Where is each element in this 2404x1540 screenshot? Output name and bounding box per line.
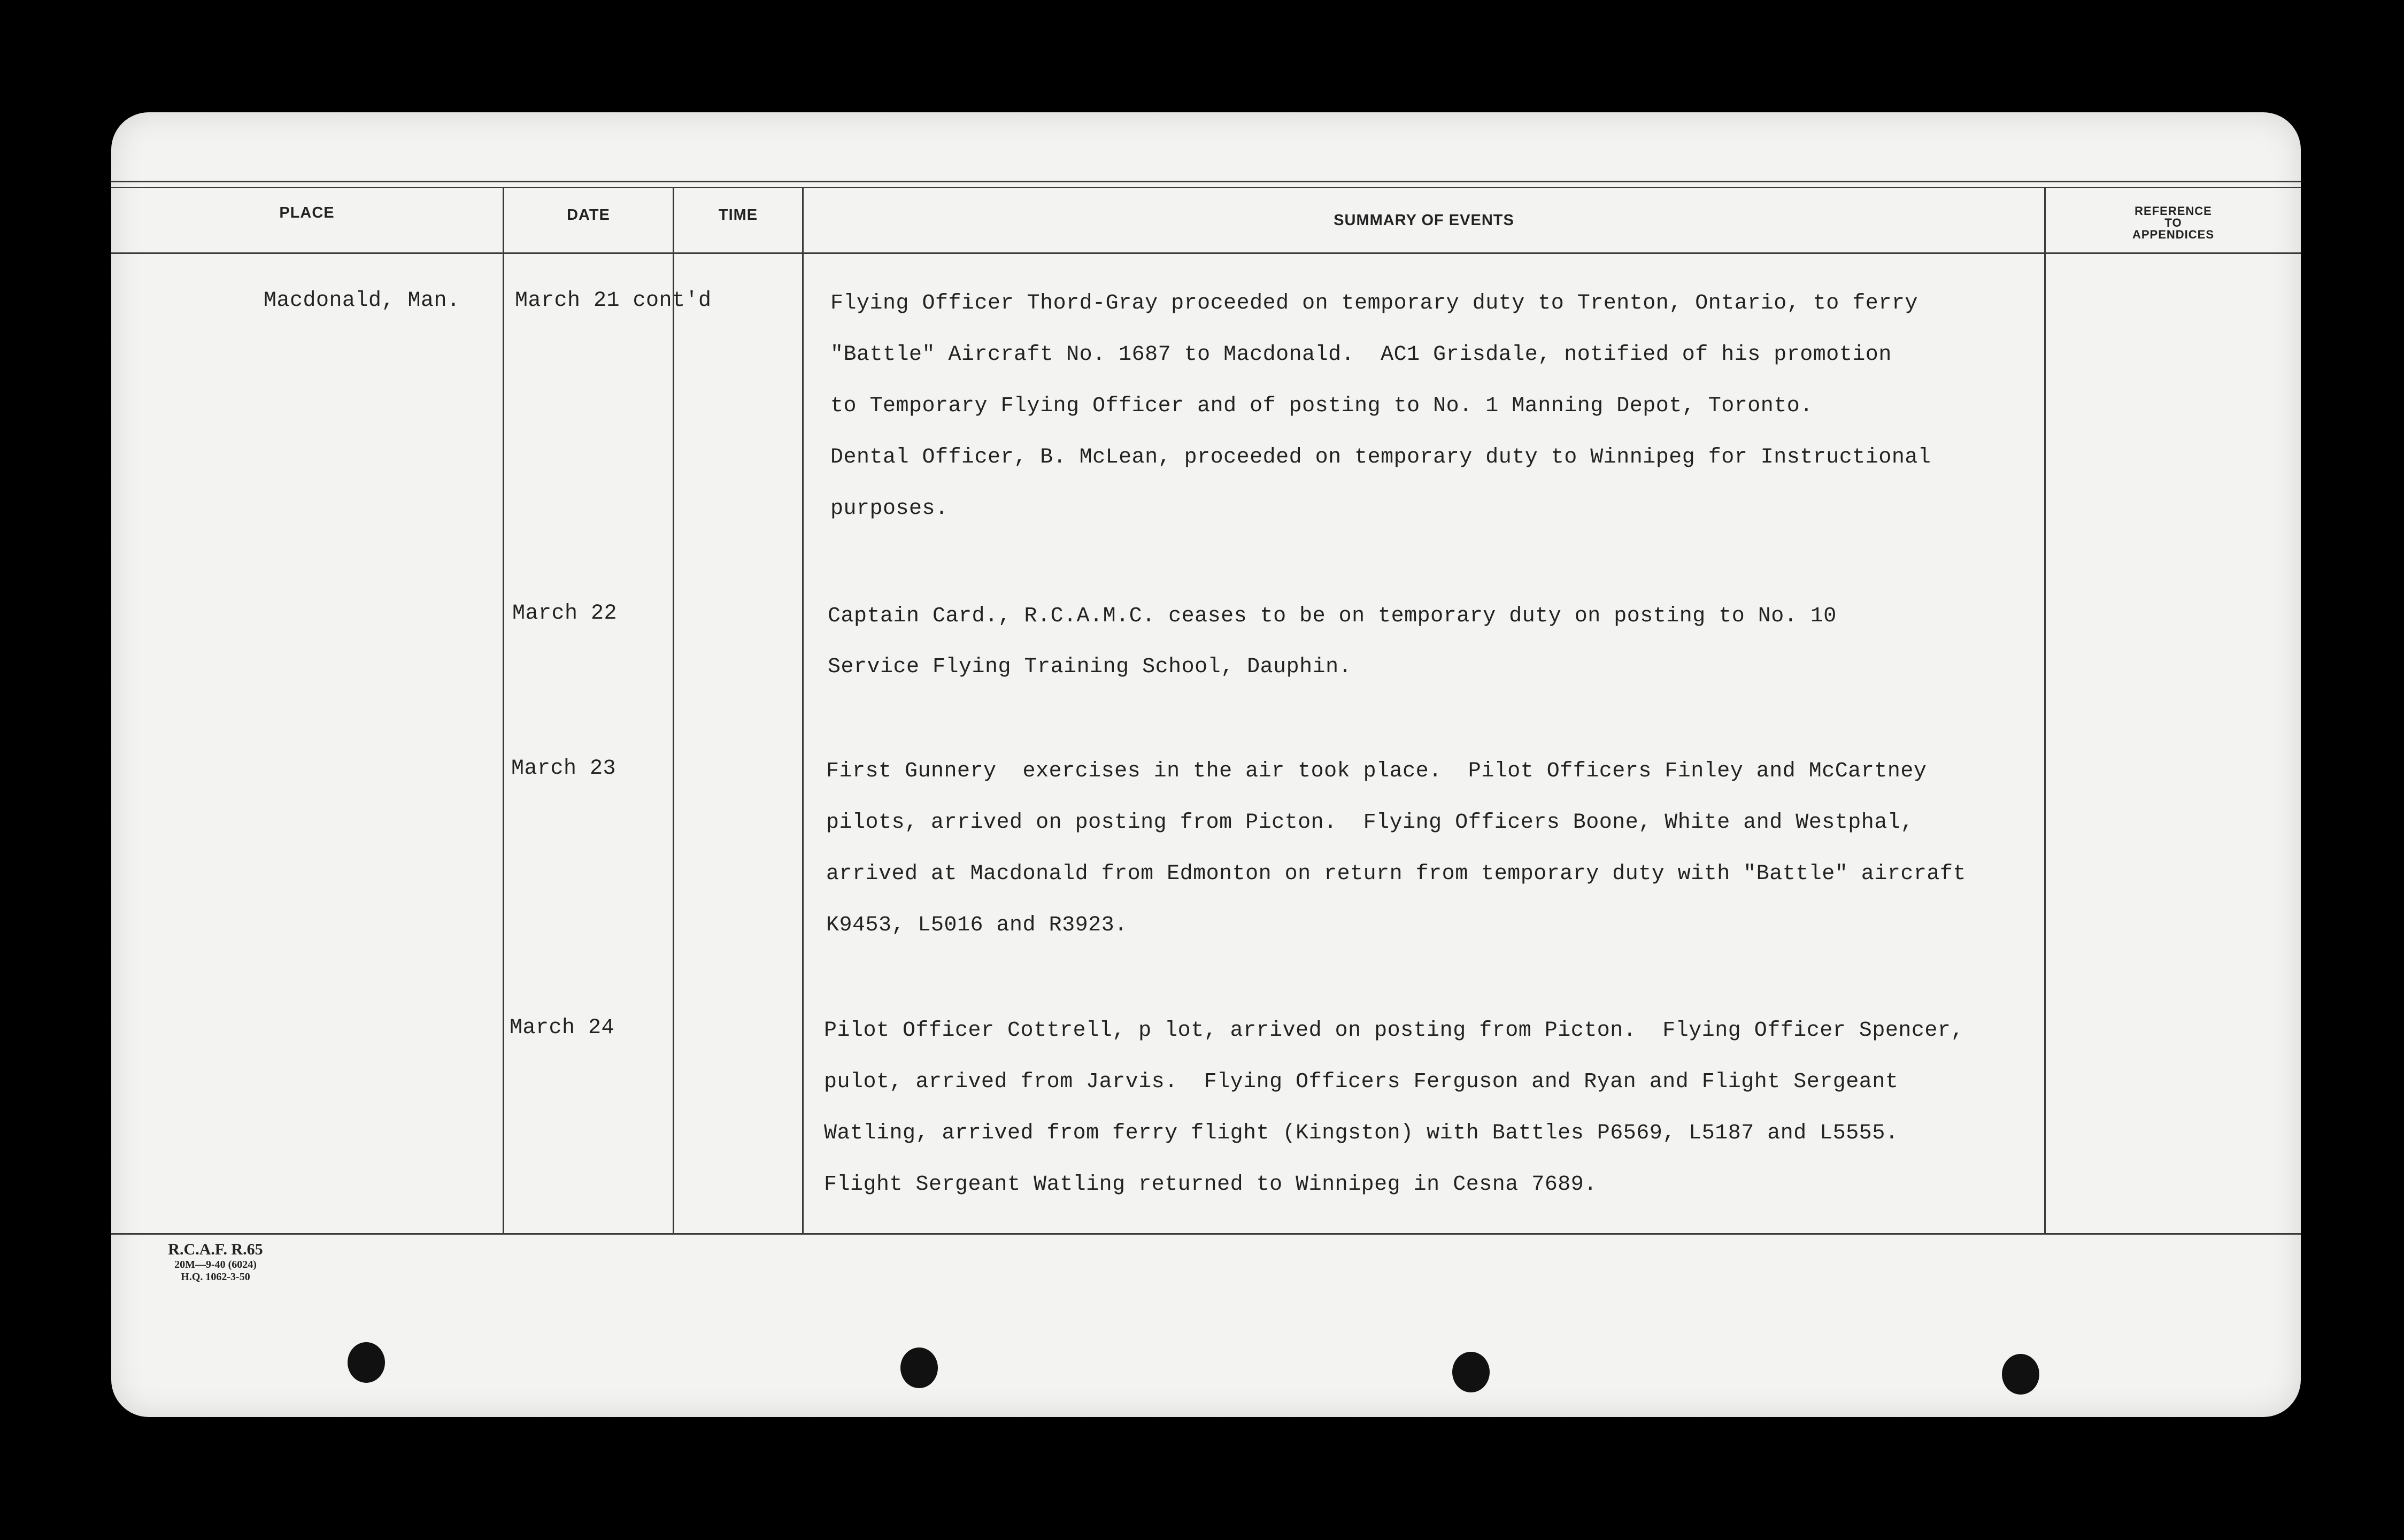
summary-line: Flight Sergeant Watling returned to Winnipeg in Cesna 7689. bbox=[824, 1173, 1597, 1197]
summary-line: to Temporary Flying Officer and of posting to No. 1 Manning Depot, Toronto. bbox=[830, 394, 1813, 418]
summary-line: purposes. bbox=[830, 497, 949, 521]
header-place: PLACE bbox=[279, 204, 335, 221]
entry-place: Macdonald, Man. bbox=[264, 289, 460, 313]
column-rule-time bbox=[802, 187, 804, 1233]
diary-form-card bbox=[111, 112, 2301, 1417]
header-date: DATE bbox=[567, 206, 610, 224]
column-rule-date bbox=[673, 187, 674, 1233]
header-reference-line3: APPENDICES bbox=[2132, 228, 2215, 241]
top-rule bbox=[111, 181, 2301, 182]
summary-line: arrived at Macdonald from Edmonton on return from temporary duty with "Battle" aircraft bbox=[826, 862, 1966, 886]
summary-line: Pilot Officer Cottrell, p lot, arrived on posting from Picton. Flying Officer Spencer, bbox=[824, 1019, 1964, 1043]
summary-line: Flying Officer Thord-Gray proceeded on temporary duty to Trenton, Ontario, to ferry bbox=[830, 291, 1918, 315]
stamp-line2: 20M—9-40 (6024) bbox=[174, 1259, 257, 1270]
header-summary: SUMMARY OF EVENTS bbox=[1334, 212, 1514, 229]
column-rule-place bbox=[503, 187, 504, 1233]
punch-hole-1 bbox=[348, 1342, 385, 1383]
summary-line: pilots, arrived on posting from Picton. Flying Officers Boone, White and Westphal, bbox=[826, 811, 1914, 835]
entry-date: March 22 bbox=[512, 602, 618, 626]
header-bottom-rule bbox=[111, 252, 2301, 254]
top-rule-2 bbox=[111, 187, 2301, 188]
footer-rule bbox=[111, 1233, 2301, 1235]
summary-line: Dental Officer, B. McLean, proceeded on temporary duty to Winnipeg for Instructional bbox=[830, 445, 1931, 469]
entry-date: March 24 bbox=[510, 1016, 615, 1040]
summary-line: Captain Card., R.C.A.M.C. ceases to be on temporary duty on posting to No. 10 bbox=[828, 604, 1837, 628]
header-time: TIME bbox=[718, 206, 758, 224]
summary-line: "Battle" Aircraft No. 1687 to Macdonald. AC1 Grisdale, notified of his promotion bbox=[830, 343, 1892, 367]
summary-line: Service Flying Training School, Dauphin. bbox=[828, 655, 1352, 679]
entry-date: March 21 cont'd bbox=[515, 289, 712, 313]
summary-line: First Gunnery exercises in the air took place. Pilot Officers Finley and McCartney bbox=[826, 759, 1927, 783]
punch-hole-3 bbox=[1452, 1352, 1490, 1392]
stamp-line3: H.Q. 1062-3-50 bbox=[181, 1271, 250, 1283]
form-number-stamp bbox=[154, 1241, 277, 1283]
header-reference-line2: TO bbox=[2164, 216, 2182, 229]
summary-line: pulot, arrived from Jarvis. Flying Officers Ferguson and Ryan and Flight Sergeant bbox=[824, 1070, 1899, 1094]
header-reference bbox=[2046, 205, 2301, 241]
punch-hole-2 bbox=[900, 1348, 938, 1388]
column-rule-summary bbox=[2044, 187, 2046, 1233]
stamp-line1: R.C.A.F. R.65 bbox=[168, 1241, 263, 1258]
punch-hole-4 bbox=[2002, 1354, 2039, 1395]
summary-line: Watling, arrived from ferry flight (Kingston) with Battles P6569, L5187 and L5555. bbox=[824, 1121, 1899, 1145]
summary-line: K9453, L5016 and R3923. bbox=[826, 913, 1128, 937]
header-reference-line1: REFERENCE bbox=[2135, 204, 2212, 218]
entry-date: March 23 bbox=[511, 757, 617, 781]
